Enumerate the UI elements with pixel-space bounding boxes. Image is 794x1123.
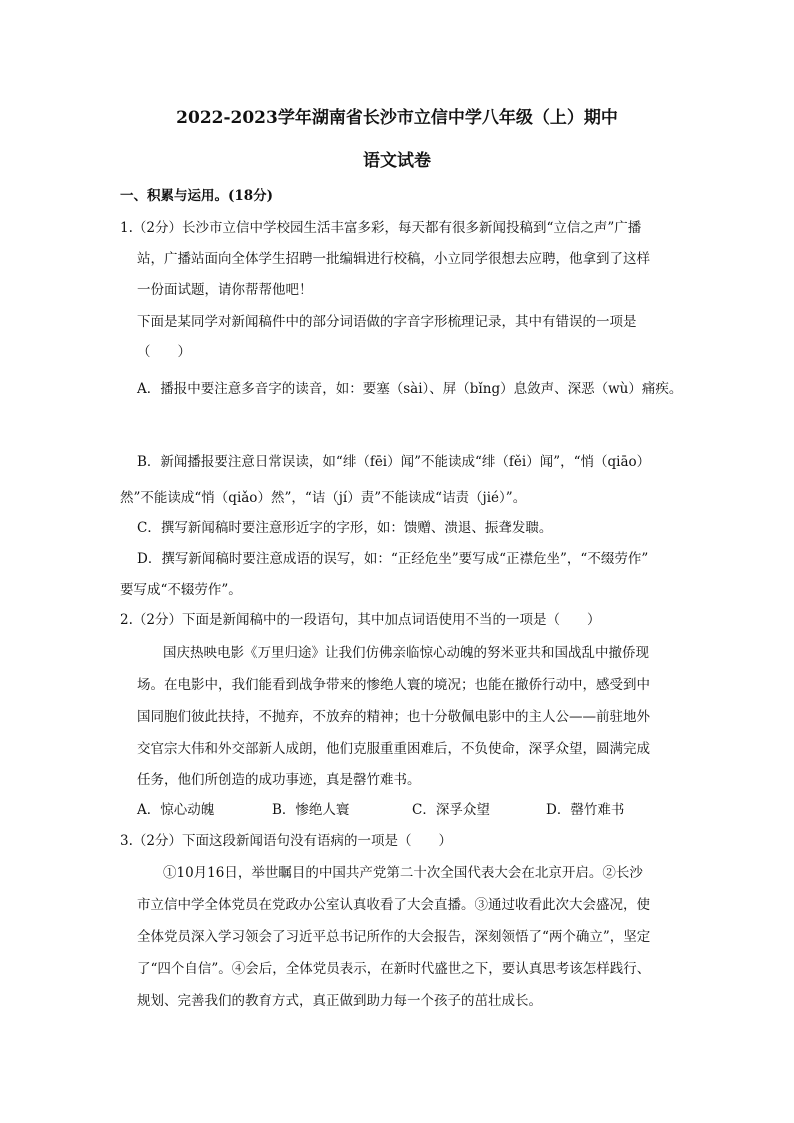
question-1-line-3: 一份面试题，请你帮帮他吧！ — [137, 282, 313, 298]
question-3-passage-line-2: 市立信中学全体党员在党政办公室认真收看了大会直播。③通过收看此次大会盛况，使 — [137, 897, 650, 913]
question-1-option-a: A．播报中要注意多音字的读音，如：要塞（sài）、屏（bǐng）息敛声、深恶（wù）痛疾。 — [137, 381, 683, 397]
question-1-option-d-line-1: D．撰写新闻稿时要注意成语的误写，如：“正经危坐”要写成“正襟危坐”，“不缀劳作” — [137, 551, 649, 567]
section-heading: 一、积累与运用。(18分) — [120, 188, 274, 204]
page-subtitle: 语文试卷 — [363, 151, 431, 171]
page-title: 2022-2023学年湖南省长沙市立信中学八年级（上）期中 — [176, 108, 618, 128]
question-3-passage-line-1: ①10月16日，举世瞩目的中国共产党第二十次全国代表大会在北京开启。②长沙 — [163, 865, 643, 881]
question-3-passage-line-4: 了“四个自信”。④会后，全体党员表示，在新时代盛世之下，要认真思考该怎样践行、 — [137, 961, 651, 977]
question-1-line-4: 下面是某同学对新闻稿件中的部分词语做的字音字形梳理记录，其中有错误的一项是 — [137, 314, 637, 330]
question-2-passage-line-2: 场。在电影中，我们能看到战争带来的惨绝人寰的境况；也能在撤侨行动中，感受到中 — [137, 677, 650, 693]
question-2-passage-line-5: 任务，他们所创造的成功事迹，真是罄竹难书。 — [137, 772, 421, 788]
question-2-option-a: A．惊心动魄 — [137, 802, 215, 818]
question-1-option-d-line-2: 要写成“不辍劳作”。 — [120, 582, 242, 598]
question-2-passage-line-4: 交官宗大伟和外交部新人成朗，他们克服重重困难后，不负使命，深孚众望，圆满完成 — [137, 741, 650, 757]
question-2-option-c: C．深孚众望 — [412, 802, 490, 818]
question-1-option-b-line-1: B．新闻播报要注意日常误读，如“绯（fēi）闻”不能读成“绯（fěi）闻”，“悄（qiāo） — [137, 454, 651, 470]
question-1-line-2: 站，广播站面向全体学生招聘一批编辑进行校稿，小立同学很想去应聘，他拿到了这样 — [137, 251, 650, 267]
question-2-passage-line-1: 国庆热映电影《万里归途》让我们仿佛亲临惊心动魄的努米亚共和国战乱中撤侨现 — [163, 645, 649, 661]
question-1-line-1: 1.（2分）长沙市立信中学校园生活丰富多彩，每天都有很多新闻投稿到“立信之声”广播 — [120, 220, 642, 236]
question-3-passage-line-5: 规划、完善我们的教育方式，真正做到助力每一个孩子的茁壮成长。 — [137, 993, 542, 1009]
question-2-passage-line-3: 国同胞们彼此扶持，不抛弃，不放弃的精神；也十分敬佩电影中的主人公——前驻地外 — [137, 709, 650, 725]
question-2-option-d: D．罄竹难书 — [546, 802, 625, 818]
question-2-option-b: B．惨绝人寰 — [272, 802, 350, 818]
question-3-stem: 3.（2分）下面这段新闻语句没有语病的一项是（ ） — [120, 833, 452, 849]
question-1-answer-blank: （ ） — [137, 344, 191, 360]
question-1-option-c: C．撰写新闻稿时要注意形近字的字形，如：馈赠、溃退、振聋发聩。 — [137, 520, 553, 536]
question-2-stem: 2.（2分）下面是新闻稿中的一段语句，其中加点词语使用不当的一项是（ ） — [120, 612, 601, 628]
question-1-option-b-line-2: 然”不能读成“悄（qiǎo）然”，“诘（jí）责”不能读成“诘责（jié）”。 — [120, 490, 527, 506]
question-3-passage-line-3: 全体党员深入学习领会了习近平总书记所作的大会报告，深刻领悟了“两个确立”，坚定 — [137, 929, 651, 945]
